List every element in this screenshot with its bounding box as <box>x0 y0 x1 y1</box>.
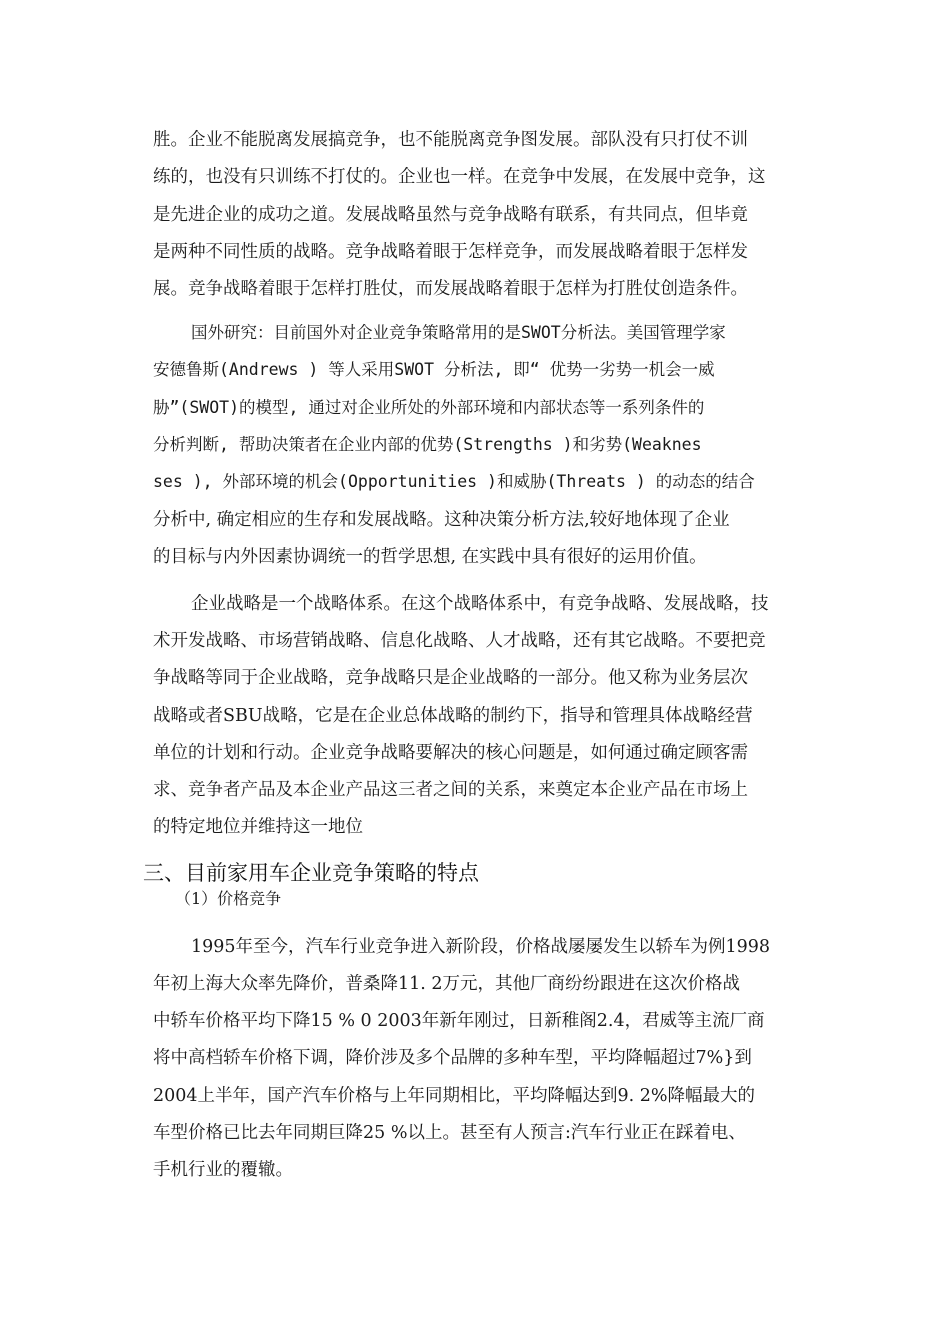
section-subheading: （1）价格竞争 <box>175 889 282 908</box>
p1-line-4: 是两种不同性质的战略。竞争战略着眼于怎样竞争，而发展战略着眼于怎样发 <box>153 242 748 262</box>
p1-line-2: 练的，也没有只训练不打仗的。企业也一样。在竞争中发展，在发展中竞争，这 <box>153 167 766 187</box>
p3-line-6: 求、竞争者产品及本企业产品这三者之间的关系，来奠定本企业产品在市场上 <box>153 780 748 800</box>
p4-line-5: 2004上半年，国产汽车价格与上年同期相比，平均降幅达到9. 2%降幅最大的 <box>153 1086 756 1106</box>
p4-line-4: 将中高档轿车价格下调，降价涉及多个品牌的多种车型，平均降幅超过7%}到 <box>153 1048 752 1068</box>
p3-line-7: 的特定地位并维持这一地位 <box>153 817 363 837</box>
p2-line-1: 国外研究：目前国外对企业竞争策略常用的是SWOT分析法。美国管理学家 <box>191 323 726 342</box>
p4-line-1: 1995年至今，汽车行业竞争进入新阶段，价格战屡屡发生以轿车为例1998 <box>191 937 771 957</box>
p2-line-6: 分析中, 确定相应的生存和发展战略。这种决策分析方法,较好地体现了企业 <box>153 510 730 530</box>
p4-line-7: 手机行业的覆辙。 <box>153 1160 293 1180</box>
p1-line-5: 展。竞争战略着眼于怎样打胜仗，而发展战略着眼于怎样为打胜仗创造条件。 <box>153 279 748 299</box>
p2-line-3: 胁”(SWOT)的模型, 通过对企业所处的外部环境和内部状态等一系列条件的 <box>153 398 705 417</box>
p4-line-3: 中轿车价格平均下降15 % 0 2003年新年刚过，日新稚阁2.4，君威等主流厂商 <box>153 1011 765 1031</box>
p2-line-2: 安德鲁斯(Andrews ) 等人采用SWOT 分析法, 即“ 优势一劣势一机会一威 <box>153 360 715 379</box>
section-heading: 三、目前家用车企业竞争策略的特点 <box>143 861 479 885</box>
p4-line-2: 年初上海大众率先降价，普桑降11. 2万元，其他厂商纷纷跟进在这次价格战 <box>153 974 741 994</box>
p2-line-5: ses ), 外部环境的机会(Opportunities )和威胁(Threats ) 的动态的结合 <box>153 472 755 491</box>
p3-line-4: 战略或者SBU战略，它是在企业总体战略的制约下，指导和管理具体战略经营 <box>153 706 753 726</box>
p3-line-3: 争战略等同于企业战略，竞争战略只是企业战略的一部分。他又称为业务层次 <box>153 668 748 688</box>
p3-line-1: 企业战略是一个战略体系。在这个战略体系中，有竞争战略、发展战略，技 <box>191 594 769 614</box>
p3-line-2: 术开发战略、市场营销战略、信息化战略、人才战略，还有其它战略。不要把竞 <box>153 631 766 651</box>
p1-line-3: 是先进企业的成功之道。发展战略虽然与竞争战略有联系，有共同点，但毕竟 <box>153 205 748 225</box>
p2-line-4: 分析判断, 帮助决策者在企业内部的优势(Strengths )和劣势(Weaknes <box>153 435 702 454</box>
p1-line-1: 胜。企业不能脱离发展搞竞争，也不能脱离竞争图发展。部队没有只打仗不训 <box>153 130 748 150</box>
p2-line-7: 的目标与内外因素协调统一的哲学思想, 在实践中具有很好的运用价值。 <box>153 547 707 567</box>
p4-line-6: 车型价格已比去年同期巨降25 %以上。甚至有人预言:汽车行业正在踩着电、 <box>153 1123 746 1143</box>
p3-line-5: 单位的计划和行动。企业竞争战略要解决的核心问题是，如何通过确定顾客需 <box>153 743 748 763</box>
